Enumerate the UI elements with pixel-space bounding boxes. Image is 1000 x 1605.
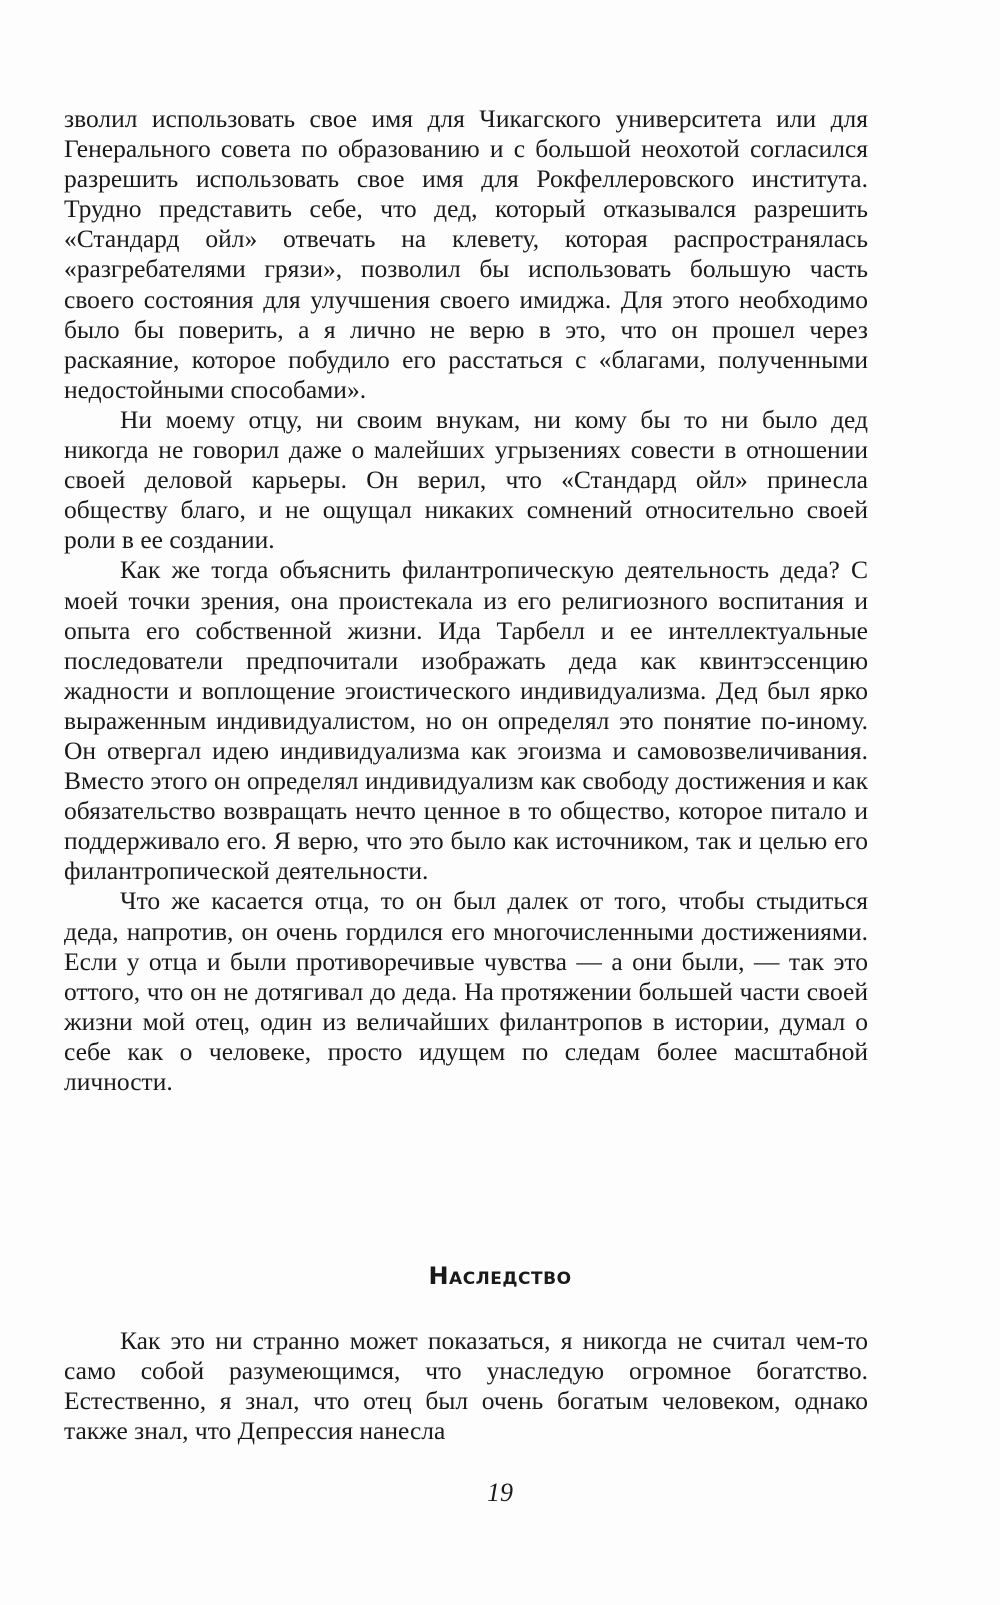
- paragraph: Как же тогда объяснить филантропическую деятельность деда? С моей точки зрения, она проистекала из его религиозного воспитания и опыта его собственной жизни. Ида Тарбелл и ее интеллектуальные последователи предпочитали изображать деда как квинтэссенцию жадности и воплощение эгоистического индивидуализма. Дед был ярко выраженным индивидуалистом, но он определял это понятие по-иному. Он отвергал идею индивидуализма как эгоизма и самовозвеличивания. Вместо этого он определял индивидуализм как свободу достижения и как обязательство возвращать нечто ценное в то общество, которое питало и поддерживало его. Я верю, что это было как источником, так и целью его филантропической деятельности.: [64, 555, 868, 886]
- paragraph: Как это ни странно может показаться, я никогда не считал чем-то само собой разумеющимся, что унаследую огромное богатство. Естественно, я знал, что отец был очень богатым человеком, однако также знал, что Депрессия нанесла: [64, 1326, 868, 1446]
- section-heading: Наследство: [428, 1262, 572, 1290]
- main-text: [64, 104, 868, 1097]
- paragraph-continued: зволил использовать свое имя для Чикагского университета или для Генерального совета по образованию и с большой неохотой согласился разрешить использовать свое имя для Рокфеллеровского института. Трудно представить себе, что дед, который отказывался разрешить «Стандард ойл» отвечать на клевету, которая распространялась «разгребателями грязи», позволил бы использовать большую часть своего состояния для улучшения своего имиджа. Для этого необходимо было бы поверить, а я лично не верю в это, что он прошел через раскаяние, которое побудило его расстаться с «благами, полученными недостойными способами».: [64, 104, 868, 404]
- paragraph: Что же касается отца, то он был далек от того, чтобы стыдиться деда, напротив, он очень гордился его многочисленными достижениями. Если у отца и были противоречивые чувства — а они были, — так это оттого, что он не дотягивал до деда. На протяжении большей части своей жизни мой отец, один из величайших филантропов в истории, думал о себе как о человеке, просто идущем по следам более масштабной личности.: [64, 886, 868, 1096]
- section-text: [64, 1326, 868, 1446]
- paragraph: Ни моему отцу, ни своим внукам, ни кому бы то ни было дед никогда не говорил даже о малейших угрызениях совести в отношении своей деловой карьеры. Он верил, что «Стандард ойл» принесла обществу благо, и не ощущал никаких сомнений относительно своей роли в ее создании.: [64, 404, 868, 555]
- page-number: 19: [487, 1478, 513, 1507]
